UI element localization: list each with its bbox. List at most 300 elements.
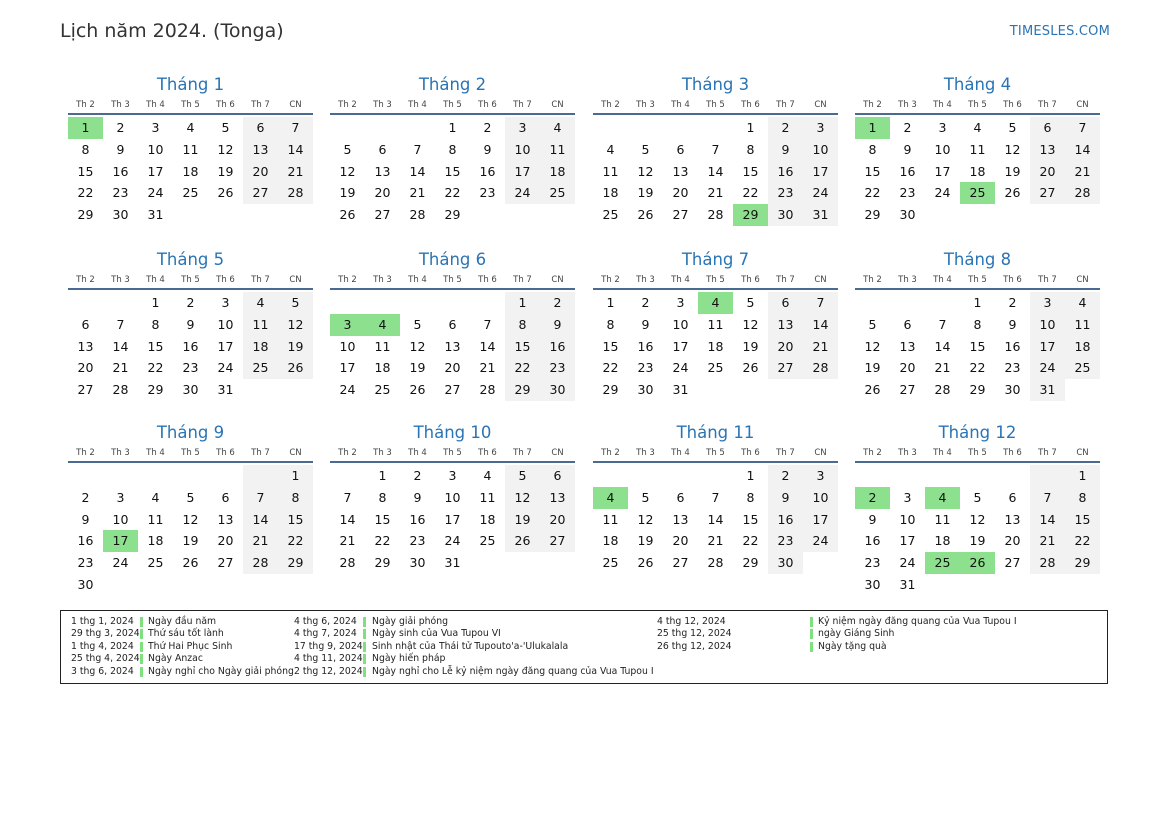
day-cell: 26 [339,207,356,223]
day-cell: 14 [707,163,724,179]
day-cell: 16 [637,338,654,354]
day-cell: 31 [217,382,234,398]
day-cell: 31 [803,204,838,226]
day-cell: 19 [339,185,356,201]
weekday-label: Th 6 [741,275,760,285]
empty-day-cell [540,204,575,226]
day-cell: 15 [742,163,759,179]
day-cell: 16 [768,161,803,183]
day-cell: 17 [339,360,356,376]
weekday-label: Th 3 [373,448,392,458]
day-cell: 18 [479,511,496,527]
day-cell: 22 [864,185,881,201]
day-cell: 25 [540,182,575,204]
empty-day-cell [663,117,698,139]
day-cell: 7 [413,141,422,157]
day-cell: 27 [672,555,689,571]
month-title: Tháng 3 [681,75,750,94]
day-cell: 26 [217,185,234,201]
empty-day-cell [890,292,925,314]
day-cell: 31 [147,207,164,223]
day-cell: 30 [409,555,426,571]
empty-day-cell [925,204,960,226]
empty-day-cell [960,574,995,596]
day-cell: 14 [278,139,313,161]
weekday-label: Th 7 [513,448,532,458]
day-cell: 15 [864,163,881,179]
site-link[interactable]: TIMESLES.COM [1009,24,1110,39]
day-cell: 11 [374,338,391,354]
day-cell: 24 [339,382,356,398]
empty-day-cell [470,292,505,314]
day-cell: 21 [803,336,838,358]
holiday-marker [140,629,143,639]
day-cell: 6 [903,316,912,332]
day-cell: 12 [505,487,540,509]
day-cell: 25 [182,185,199,201]
day-cell: 24 [1030,357,1065,379]
day-cell: 9 [483,141,492,157]
day-cell: 21 [479,360,496,376]
month-calendar [68,249,313,401]
day-cell: 1 [278,465,313,487]
day-cell: 22 [602,360,619,376]
holiday-day-cell: 25 [960,182,995,204]
holiday-day-cell: 1 [855,117,890,139]
day-cell: 9 [903,141,912,157]
day-cell: 12 [969,511,986,527]
empty-day-cell [243,574,278,596]
weekday-label: Th 2 [863,275,882,285]
empty-day-cell [365,292,400,314]
day-cell: 18 [540,161,575,183]
holiday-marker [140,617,143,627]
day-cell: 24 [147,185,164,201]
weekday-label: Th 3 [898,448,917,458]
day-cell: 26 [182,555,199,571]
day-cell: 2 [768,465,803,487]
day-cell: 2 [483,120,492,135]
weekday-label: CN [1076,275,1089,285]
weekday-header [855,98,1100,115]
day-cell: 21 [243,530,278,552]
month-calendar [593,249,838,401]
day-cell: 15 [278,509,313,531]
holiday-date: 4 thg 6, 2024 [294,616,357,627]
weekday-label: Th 4 [671,275,690,285]
weekday-label: CN [551,448,564,458]
day-cell: 19 [409,360,426,376]
day-cell: 4 [606,141,615,157]
weekday-label: Th 2 [863,100,882,110]
weekday-label: Th 7 [251,100,270,110]
day-cell: 25 [602,207,619,223]
day-cell: 11 [147,511,164,527]
day-cell: 8 [278,487,313,509]
holiday-marker [363,617,366,627]
day-cell: 5 [641,489,650,505]
weekday-label: Th 5 [443,275,462,285]
day-cell: 23 [409,533,426,549]
day-cell: 15 [77,163,94,179]
day-cell: 14 [934,338,951,354]
day-cell: 16 [77,533,94,549]
day-grid [330,292,575,401]
holiday-date: 4 thg 12, 2024 [657,616,726,627]
empty-day-cell [365,117,400,139]
empty-day-cell [1030,574,1065,596]
weekday-label: Th 4 [933,100,952,110]
day-cell: 17 [803,509,838,531]
day-cell: 10 [899,511,916,527]
weekday-label: Th 2 [338,275,357,285]
weekday-header [68,98,313,115]
day-cell: 2 [116,120,125,135]
day-cell: 25 [707,360,724,376]
weekday-label: Th 7 [251,275,270,285]
weekday-label: Th 3 [898,100,917,110]
day-cell: 8 [378,489,387,505]
day-cell: 7 [483,316,492,332]
weekday-label: Th 3 [636,448,655,458]
weekday-header [330,273,575,290]
day-cell: 22 [969,360,986,376]
weekday-label: CN [814,275,827,285]
day-cell: 5 [973,489,982,505]
day-cell: 24 [672,360,689,376]
day-cell: 10 [1030,314,1065,336]
day-grid [330,465,575,574]
day-cell: 12 [637,511,654,527]
day-cell: 29 [742,555,759,571]
empty-day-cell [1030,204,1065,226]
day-cell: 15 [1065,509,1100,531]
day-cell: 27 [768,357,803,379]
weekday-label: Th 2 [863,448,882,458]
weekday-label: Th 3 [898,275,917,285]
day-cell: 30 [864,576,881,592]
day-cell: 7 [343,489,352,505]
day-grid [855,117,1100,226]
empty-day-cell [435,292,470,314]
day-cell: 14 [707,511,724,527]
day-cell: 22 [278,530,313,552]
day-cell: 26 [409,382,426,398]
weekday-label: Th 6 [478,275,497,285]
empty-day-cell [698,465,733,487]
holiday-marker [810,617,813,627]
day-cell: 5 [186,489,195,505]
day-cell: 25 [1065,357,1100,379]
day-cell: 10 [217,316,234,332]
empty-day-cell [925,292,960,314]
empty-day-cell [628,465,663,487]
weekday-label: CN [814,100,827,110]
day-cell: 1 [606,295,615,310]
day-cell: 16 [899,163,916,179]
day-cell: 17 [672,338,689,354]
day-grid [593,117,838,226]
day-grid [855,465,1100,596]
day-cell: 27 [1030,182,1065,204]
weekday-label: Th 2 [601,448,620,458]
empty-day-cell [173,574,208,596]
weekday-label: Th 4 [933,448,952,458]
day-cell: 18 [934,533,951,549]
weekday-label: Th 2 [338,100,357,110]
day-cell: 17 [444,511,461,527]
day-cell: 4 [151,489,160,505]
day-cell: 30 [637,382,654,398]
day-cell: 23 [1004,360,1021,376]
month-calendar [855,74,1100,226]
day-cell: 28 [278,182,313,204]
day-cell: 19 [637,533,654,549]
month-calendar [593,74,838,226]
day-cell: 10 [505,139,540,161]
empty-day-cell [243,204,278,226]
holiday-marker [140,667,143,677]
day-cell: 1 [746,120,755,135]
day-cell: 13 [243,139,278,161]
holiday-date: 26 thg 12, 2024 [657,640,732,652]
weekday-label: Th 3 [636,100,655,110]
month-title: Tháng 7 [681,250,750,269]
day-cell: 29 [864,207,881,223]
empty-day-cell [505,552,540,574]
day-cell: 16 [1004,338,1021,354]
month-calendar [68,422,313,596]
empty-day-cell [243,379,278,401]
day-cell: 6 [540,465,575,487]
day-cell: 29 [505,379,540,401]
empty-day-cell [540,552,575,574]
day-cell: 10 [803,139,838,161]
day-cell: 21 [1065,161,1100,183]
weekday-label: Th 5 [968,100,987,110]
day-cell: 8 [973,316,982,332]
day-cell: 13 [77,338,94,354]
day-cell: 13 [672,511,689,527]
day-cell: 23 [899,185,916,201]
weekday-label: Th 6 [741,448,760,458]
day-cell: 21 [707,185,724,201]
day-cell: 27 [217,555,234,571]
empty-day-cell [103,465,138,487]
day-cell: 5 [505,465,540,487]
day-cell: 10 [147,141,164,157]
weekday-label: CN [814,448,827,458]
day-cell: 22 [505,357,540,379]
day-cell: 15 [444,163,461,179]
day-cell: 3 [903,489,912,505]
day-cell: 12 [182,511,199,527]
weekday-label: Th 5 [706,275,725,285]
day-cell: 29 [77,207,94,223]
weekday-label: Th 6 [216,275,235,285]
day-cell: 10 [672,316,689,332]
holiday-legend [60,610,1108,684]
holiday-date: 1 thg 1, 2024 [71,616,134,627]
month-title: Tháng 2 [418,75,487,94]
day-grid [68,292,313,401]
day-cell: 15 [374,511,391,527]
day-cell: 2 [903,120,912,135]
day-cell: 2 [413,468,422,483]
day-cell: 14 [112,338,129,354]
weekday-label: Th 5 [968,448,987,458]
holiday-name: Ngày Anzac [148,653,203,665]
holiday-marker [363,654,366,664]
day-cell: 17 [899,533,916,549]
day-cell: 4 [1065,292,1100,314]
holiday-date: 25 thg 4, 2024 [71,653,140,665]
holiday-marker [140,654,143,664]
day-cell: 14 [803,314,838,336]
empty-day-cell [803,379,838,401]
day-cell: 9 [413,489,422,505]
holiday-date: 4 thg 11, 2024 [294,653,363,665]
empty-day-cell [173,204,208,226]
empty-day-cell [330,465,365,487]
day-cell: 30 [540,379,575,401]
day-cell: 28 [339,555,356,571]
weekday-label: Th 5 [706,100,725,110]
month-calendar [593,422,838,574]
day-cell: 1 [151,295,160,310]
day-cell: 19 [505,509,540,531]
holiday-day-cell: 25 [925,552,960,574]
day-cell: 27 [444,382,461,398]
day-cell: 4 [540,117,575,139]
holiday-day-cell: 4 [925,487,960,509]
holiday-marker [363,667,366,677]
empty-day-cell [1065,379,1100,401]
day-cell: 25 [479,533,496,549]
day-cell: 7 [711,141,720,157]
day-cell: 21 [339,533,356,549]
holiday-name: Ngày đầu năm [148,616,217,627]
day-cell: 28 [707,555,724,571]
empty-day-cell [890,465,925,487]
day-cell: 5 [868,316,877,332]
day-cell: 6 [81,316,90,332]
holiday-day-cell: 4 [365,314,400,336]
weekday-label: Th 4 [408,100,427,110]
weekday-label: Th 5 [706,448,725,458]
day-cell: 20 [672,185,689,201]
day-cell: 19 [217,163,234,179]
day-cell: 23 [112,185,129,201]
holiday-marker [810,642,813,652]
day-cell: 29 [969,382,986,398]
day-cell: 18 [182,163,199,179]
weekday-label: Th 3 [111,448,130,458]
holiday-name: Sinh nhật của Thái tử Tupouto'a-'Ulukalala [372,640,569,652]
holiday-name: Ngày sinh của Vua Tupou VI [372,628,501,640]
day-cell: 10 [112,511,129,527]
day-cell: 28 [934,382,951,398]
day-cell: 5 [221,120,230,135]
month-title: Tháng 9 [156,423,225,442]
day-cell: 16 [768,509,803,531]
empty-day-cell [768,379,803,401]
day-cell: 3 [221,295,230,310]
empty-day-cell [208,204,243,226]
day-cell: 8 [81,141,90,157]
day-cell: 20 [243,161,278,183]
empty-day-cell [803,552,838,574]
empty-day-cell [470,204,505,226]
day-cell: 3 [676,295,685,310]
holiday-date: 1 thg 4, 2024 [71,640,134,652]
day-cell: 20 [768,336,803,358]
day-grid [68,465,313,596]
month-title: Tháng 11 [676,423,755,442]
empty-day-cell [1065,204,1100,226]
day-cell: 4 [483,468,492,483]
weekday-label: Th 2 [76,100,95,110]
day-cell: 11 [934,511,951,527]
day-cell: 23 [768,530,803,552]
weekday-label: Th 6 [1003,100,1022,110]
holiday-name: Ngày giải phóng [372,616,449,627]
day-cell: 9 [768,139,803,161]
empty-day-cell [593,117,628,139]
day-cell: 30 [77,576,94,592]
day-cell: 4 [973,120,982,135]
day-grid [330,117,575,226]
day-cell: 26 [637,207,654,223]
weekday-label: Th 4 [146,100,165,110]
day-cell: 22 [374,533,391,549]
holiday-day-cell: 3 [330,314,365,336]
weekday-label: Th 3 [636,275,655,285]
month-calendar [68,74,313,226]
day-cell: 15 [969,338,986,354]
holiday-name: Thứ sáu tốt lành [148,628,224,640]
day-cell: 6 [1030,117,1065,139]
empty-day-cell [698,117,733,139]
day-cell: 23 [77,555,94,571]
day-cell: 22 [77,185,94,201]
day-cell: 25 [374,382,391,398]
day-cell: 16 [540,336,575,358]
day-cell: 12 [339,163,356,179]
weekday-label: Th 6 [1003,275,1022,285]
day-cell: 21 [409,185,426,201]
day-cell: 12 [864,338,881,354]
day-cell: 3 [448,468,457,483]
day-cell: 5 [413,316,422,332]
day-cell: 9 [116,141,125,157]
day-cell: 13 [444,338,461,354]
day-cell: 10 [444,489,461,505]
day-cell: 14 [1030,509,1065,531]
empty-day-cell [995,465,1030,487]
day-cell: 9 [186,316,195,332]
empty-day-cell [278,574,313,596]
day-cell: 11 [707,316,724,332]
weekday-label: Th 4 [146,275,165,285]
day-cell: 9 [868,511,877,527]
day-cell: 14 [243,509,278,531]
day-cell: 13 [899,338,916,354]
day-grid [593,292,838,401]
day-cell: 7 [803,292,838,314]
month-calendar [330,74,575,226]
holiday-day-cell: 29 [733,204,768,226]
